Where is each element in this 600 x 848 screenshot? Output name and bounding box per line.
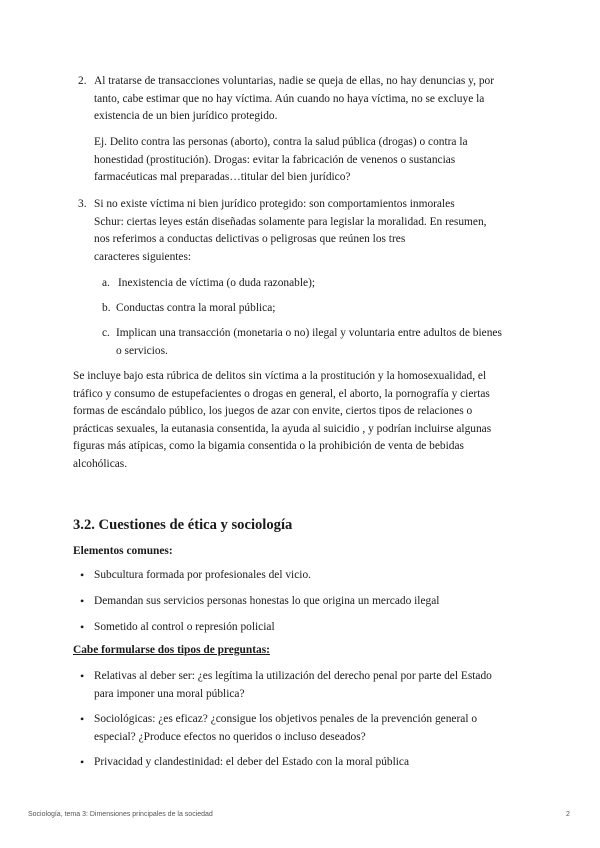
item-2-number: 2.	[78, 75, 87, 87]
common-item	[94, 593, 534, 611]
paragraph-line: figuras más atípicas, como la bigamia consentida o la prohibición de venta de bebidas	[73, 440, 464, 453]
item-3-line: Si no existe víctima ni bien jurídico protegido: son comportamientos inmorales	[94, 198, 455, 210]
paragraph-line: Se incluye bajo esta rúbrica de delitos sin víctima a la prostitución y la homosexualidad, el	[73, 370, 487, 382]
item-2-line: tanto, cabe estimar que no hay víctima. Aún cuando no haya víctima, no se excluye la	[94, 92, 485, 105]
bullet-line: para imponer una moral pública?	[94, 687, 245, 700]
bullet-icon: •	[80, 669, 85, 683]
item-3-number: 3.	[78, 198, 87, 210]
subitem-a-text: Inexistencia de víctima (o duda razonable);	[118, 277, 316, 289]
item-3-text	[94, 196, 530, 266]
bullet-icon: •	[80, 568, 85, 582]
body-paragraph	[73, 368, 533, 474]
bullet-line: Demandan sus servicios personas honestas lo que origina un mercado ilegal	[94, 595, 440, 607]
footer-page-number: 2	[566, 811, 570, 818]
example-line: honestidad (prostitución). Drogas: evitar la fabricación de venenos o sustancias	[94, 153, 456, 166]
paragraph-line: prácticas sexuales, la eutanasia consentida, la ayuda al suicidio , y podrían incluirse algunas	[73, 422, 492, 435]
bullet-line: Privacidad y clandestinidad: el deber del Estado con la moral pública	[94, 756, 410, 768]
item-2-example	[94, 134, 530, 187]
bullet-icon: •	[80, 594, 85, 608]
item-2-line: Al tratarse de transacciones voluntarias, nadie se queja de ellas, no hay denuncias y, por	[94, 75, 495, 87]
subitem-c-label: c.	[102, 327, 110, 339]
item-2-line: existencia de un bien jurídico protegido.	[94, 110, 278, 123]
subitem-c-text-cont: o servicios.	[116, 345, 168, 357]
common-elements-label: Elementos comunes:	[73, 545, 173, 557]
bullet-icon: •	[80, 712, 85, 726]
subitem-b-label: b.	[102, 302, 111, 314]
bullet-line: Relativas al deber ser: ¿es legítima la utilización del derecho penal por parte del Estado	[94, 670, 492, 682]
paragraph-line: tráfico y consumo de estupefacientes o drogas en general, el aborto, la pornografía y ciertas	[73, 387, 490, 400]
section-heading: 3.2. Cuestiones de ética y sociología	[73, 517, 293, 533]
item-2-text	[94, 73, 530, 126]
subitem-c-text: Implican una transacción (monetaria o no) ilegal y voluntaria entre adultos de bienes	[116, 327, 502, 339]
bullet-icon: •	[80, 755, 85, 769]
example-line: Ej. Delito contra las personas (aborto), contra la salud pública (drogas) o contra la	[94, 136, 468, 148]
paragraph-line: formas de escándalo público, los juegos de azar con envite, ciertos tipos de relaciones o	[73, 405, 473, 418]
subitem-a-label: a.	[102, 277, 110, 289]
item-3-line: nos referimos a conductas delictivas o peligrosas que reúnen los tres	[94, 233, 406, 246]
question-item	[94, 754, 534, 772]
bullet-line: Subcultura formada por profesionales del vicio.	[94, 569, 311, 581]
paragraph-line: alcohólicas.	[73, 457, 128, 470]
common-item	[94, 567, 534, 585]
example-line: farmacéuticas mal preparadas…titular del bien jurídico?	[94, 171, 351, 184]
question-item	[94, 668, 534, 703]
question-item	[94, 711, 534, 746]
questions-label: Cabe formularse dos tipos de preguntas:	[73, 644, 270, 656]
bullet-line: Sometido al control o represión policial	[94, 621, 275, 633]
footer-title: Sociología, tema 3: Dimensiones principales de la sociedad	[28, 811, 213, 818]
bullet-icon: •	[80, 620, 85, 634]
item-3-line: caracteres siguientes:	[94, 250, 192, 263]
bullet-line: especial? ¿Produce efectos no queridos o incluso deseados?	[94, 730, 366, 743]
subitem-b-text: Conductas contra la moral pública;	[116, 302, 276, 314]
bullet-line: Sociológicas: ¿es eficaz? ¿consigue los objetivos penales de la prevención general o	[94, 713, 478, 725]
common-item	[94, 619, 534, 637]
item-3-line: Schur: ciertas leyes están diseñadas solamente para legislar la moralidad. En resumen,	[94, 215, 487, 228]
